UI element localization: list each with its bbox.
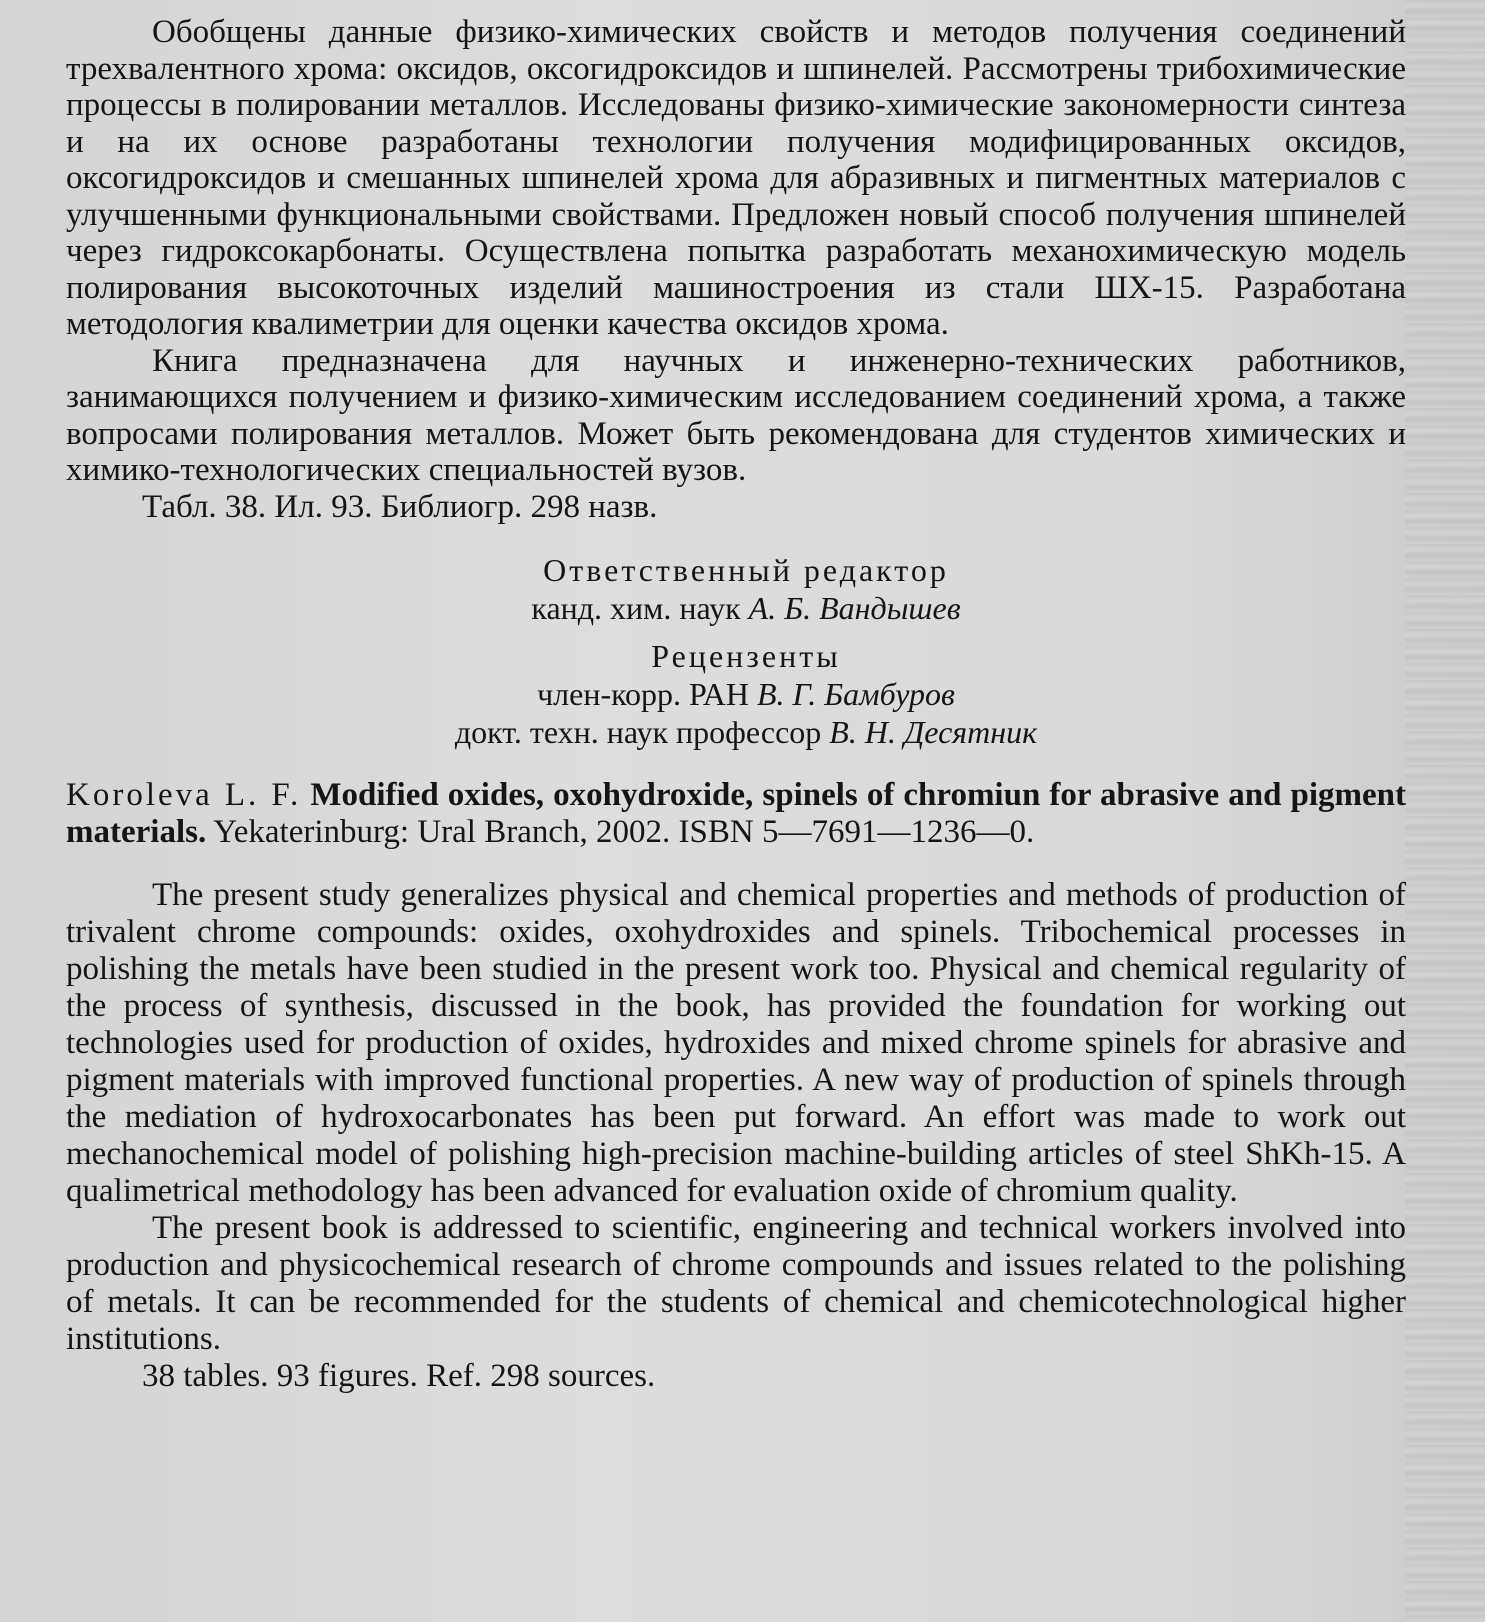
reviewer-2-title: докт. техн. наук профессор bbox=[454, 714, 822, 750]
reviewers-heading: Рецензенты bbox=[651, 638, 841, 674]
credits-block bbox=[86, 551, 1406, 751]
reviewer-1-name: В. Г. Бамбуров bbox=[756, 676, 955, 712]
author-name: Koroleva L. F. bbox=[66, 777, 302, 813]
english-stats: 38 tables. 93 figures. Ref. 298 sources. bbox=[142, 1358, 656, 1394]
english-citation bbox=[66, 777, 1406, 851]
editor-title: канд. хим. наук bbox=[531, 590, 741, 626]
russian-stats: Табл. 38. Ил. 93. Библиогр. 298 назв. bbox=[142, 488, 658, 525]
russian-abstract: Обобщены данные физико-химических свойств и методов получения соединений трехвалентного хрома: оксидов, оксогидроксидов и шпинелей. Рассмотрены трибохимические процессы в полировании металлов. Исследованы физико-химические закономерности синтеза и на их основе разработаны технологии получения модифицированных оксидов, оксогидроксидов и смешанных шпинелей хрома для абразивных и пигментных материалов с улучшенными функциональными свойствами. Предложен новый способ получения шпинелей через гидроксокарбонаты. Осуществлена попытка разработать механохимическую модель полирования высокоточных изделий машиностроения из стали ШХ-15. Разработана методология квалиметрии для оценки качества оксидов хрома. bbox=[66, 14, 1406, 342]
english-abstract: The present study generalizes physical and chemical properties and methods of production of trivalent chrome compounds: oxides, oxohydroxides and spinels. Tribochemical processes in polishing the metals have been studied in the present work too. Physical and chemical regularity of the process of synthesis, discussed in the book, has provided the foundation for working out technologies used for production of oxides, hydroxides and mixed chrome spinels for abrasive and pigment materials with improved functional properties. A new way of production of spinels through the mediation of hydroxocarbonates has been put forward. An effort was made to work out mechanochemical model of polishing high-precision machine-building articles of steel ShKh-15. A qualimetrical methodology has been advanced for evaluation oxide of chromium quality. bbox=[66, 877, 1406, 1209]
reviewer-1-title: член-корр. РАН bbox=[537, 676, 749, 712]
book-imprint: Yekaterinburg: Ural Branch, 2002. ISBN 5—7691—1236—0. bbox=[213, 814, 1035, 850]
english-audience: The present book is addressed to scientific, engineering and technical workers involved into production and physicochemical research of chrome compounds and issues related to the polishing of metals. It can be recommended for the students of chemical and chemicotechnological higher institutions. bbox=[66, 1210, 1406, 1357]
editor-heading: Ответственный редактор bbox=[543, 552, 949, 588]
page-content bbox=[66, 14, 1406, 1395]
russian-audience: Книга предназначена для научных и инженерно-технических работников, занимающихся получением и физико-химическим исследованием соединений хрома, а также вопросами полирования металлов. Может быть рекомендована для студентов химических и химико-технологических специальностей вузов. bbox=[66, 342, 1406, 488]
reviewer-2-name: В. Н. Десятник bbox=[829, 714, 1038, 750]
reviewer-1-line bbox=[86, 675, 1406, 713]
page-edge-shadow bbox=[1405, 0, 1485, 1622]
book-title: Modified oxides, oxohydroxide, spinels of chromiun for abrasive and pigment materials. bbox=[66, 777, 1407, 850]
editor-line bbox=[86, 589, 1406, 627]
editor-name: А. Б. Вандышев bbox=[748, 590, 961, 626]
reviewer-2-line bbox=[86, 713, 1406, 751]
